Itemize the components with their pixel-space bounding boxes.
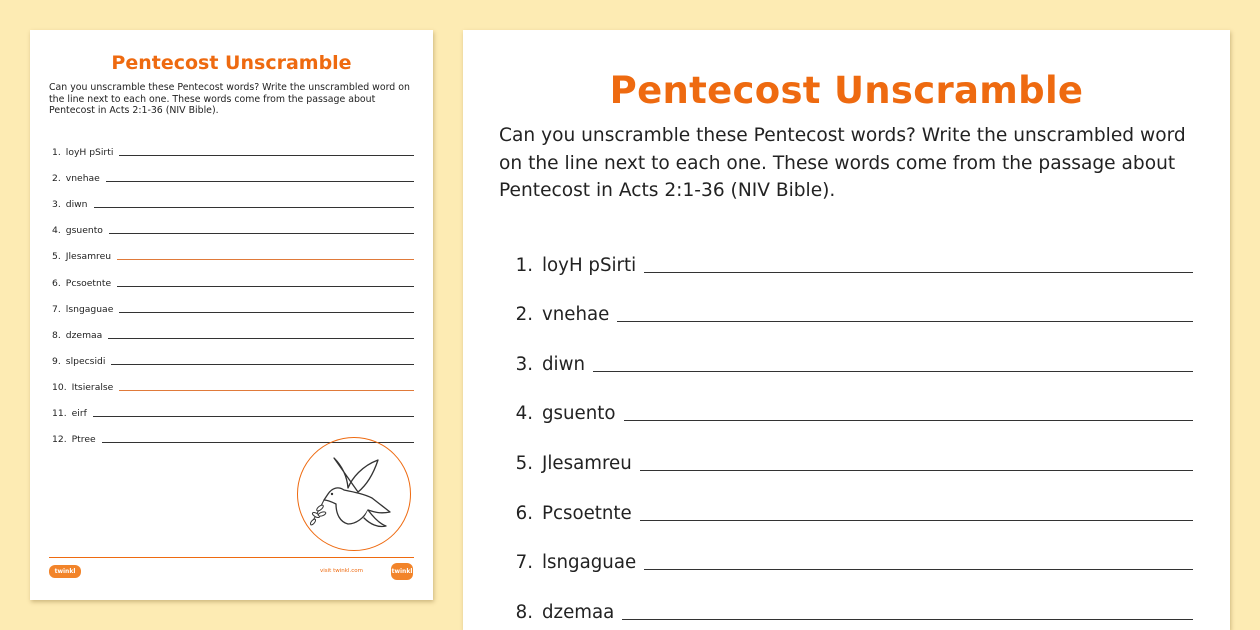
answer-line (593, 371, 1193, 372)
worksheet-instructions: Can you unscramble these Pentecost words? Write the unscrambled word on the line next to each one. These words come from the passage about Pentecost in Acts 2:1-36 (NIV Bible). (49, 82, 410, 117)
list-item (503, 375, 1193, 425)
item-number: 11. (52, 408, 67, 420)
scrambled-word: Jlesamreu (542, 452, 632, 474)
worksheet-title: Pentecost Unscramble (609, 69, 1084, 112)
item-number: 12. (52, 434, 67, 446)
answer-line (93, 416, 414, 417)
list-item (52, 289, 414, 315)
scrambled-word: slpecsidi (65, 355, 106, 367)
item-number: 7. (515, 552, 533, 574)
dove-illustration (297, 437, 411, 551)
list-item (52, 236, 414, 262)
list-item (503, 474, 1193, 524)
scrambled-word: dzemaa (65, 329, 103, 341)
list-item (503, 524, 1193, 574)
worksheet-title: Pentecost Unscramble (111, 52, 352, 74)
list-item (52, 393, 414, 419)
scrambled-word: lsngaguae (65, 303, 114, 315)
worksheet-instructions: Can you unscramble these Pentecost words? Write the unscrambled word on the line next to each one. These words come from the passage about Pentecost in Acts 2:1-36 (NIV Bible). (499, 125, 1186, 201)
list-item (503, 226, 1193, 276)
item-number: 6. (52, 277, 61, 289)
worksheet-thumbnail (30, 30, 433, 600)
scrambled-word: loyH pSirti (542, 254, 637, 276)
word-list (52, 132, 414, 445)
scrambled-word: dzemaa (542, 601, 615, 623)
scrambled-word: vnehae (542, 304, 610, 326)
list-item (52, 132, 414, 158)
scrambled-word: eirf (71, 408, 87, 420)
item-number: 10. (52, 381, 67, 393)
item-number: 5. (515, 452, 533, 474)
item-number: 6. (515, 502, 533, 524)
list-item (503, 325, 1193, 375)
item-number: 9. (52, 355, 61, 367)
answer-line (111, 364, 414, 365)
answer-line (108, 338, 414, 339)
answer-line (94, 207, 414, 208)
answer-line (640, 520, 1193, 521)
scrambled-word: Itsieralse (71, 381, 114, 393)
scrambled-word: gsuento (542, 403, 616, 425)
item-number: 8. (515, 601, 533, 623)
dove-with-olive-branch-icon (298, 438, 412, 552)
item-number: 2. (52, 173, 61, 185)
item-number: 2. (515, 304, 533, 326)
scrambled-word: vnehae (65, 173, 100, 185)
item-number: 4. (52, 225, 61, 237)
list-item (52, 184, 414, 210)
answer-line (640, 470, 1193, 471)
item-number: 3. (52, 199, 61, 211)
answer-line (117, 259, 414, 260)
answer-line (117, 286, 414, 287)
worksheet-zoomed (463, 30, 1230, 630)
scrambled-word: Ptree (71, 434, 96, 446)
list-item (52, 210, 414, 236)
list-item (503, 424, 1193, 474)
list-item (503, 276, 1193, 326)
scrambled-word: Pcsoetnte (542, 502, 632, 524)
word-list (503, 226, 1193, 623)
list-item (52, 341, 414, 367)
answer-line (622, 619, 1193, 620)
item-number: 3. (515, 353, 533, 375)
scrambled-word: Jlesamreu (65, 251, 112, 263)
answer-line (109, 233, 414, 234)
answer-line (624, 420, 1193, 421)
item-number: 1. (515, 254, 533, 276)
scrambled-word: diwn (65, 199, 88, 211)
answer-line (617, 321, 1193, 322)
scrambled-word: lsngaguae (542, 552, 637, 574)
list-item (52, 315, 414, 341)
list-item (52, 367, 414, 393)
twinkl-badge-logo: twinkl (391, 563, 413, 580)
item-number: 4. (515, 403, 533, 425)
answer-line (106, 181, 414, 182)
answer-line (119, 155, 414, 156)
answer-line (119, 390, 414, 391)
footer-url: visit twinkl.com (320, 568, 363, 574)
footer-divider (49, 557, 414, 558)
scrambled-word: loyH pSirti (65, 147, 114, 159)
item-number: 8. (52, 329, 61, 341)
item-number: 5. (52, 251, 61, 263)
list-item (503, 573, 1193, 623)
item-number: 7. (52, 303, 61, 315)
list-item (52, 158, 414, 184)
list-item (52, 262, 414, 288)
answer-line (644, 272, 1193, 273)
scrambled-word: Pcsoetnte (65, 277, 112, 289)
answer-line (119, 312, 414, 313)
item-number: 1. (52, 147, 61, 159)
scrambled-word: diwn (542, 353, 585, 375)
answer-line (644, 569, 1193, 570)
twinkl-logo: twinkl (49, 565, 81, 578)
scrambled-word: gsuento (65, 225, 103, 237)
